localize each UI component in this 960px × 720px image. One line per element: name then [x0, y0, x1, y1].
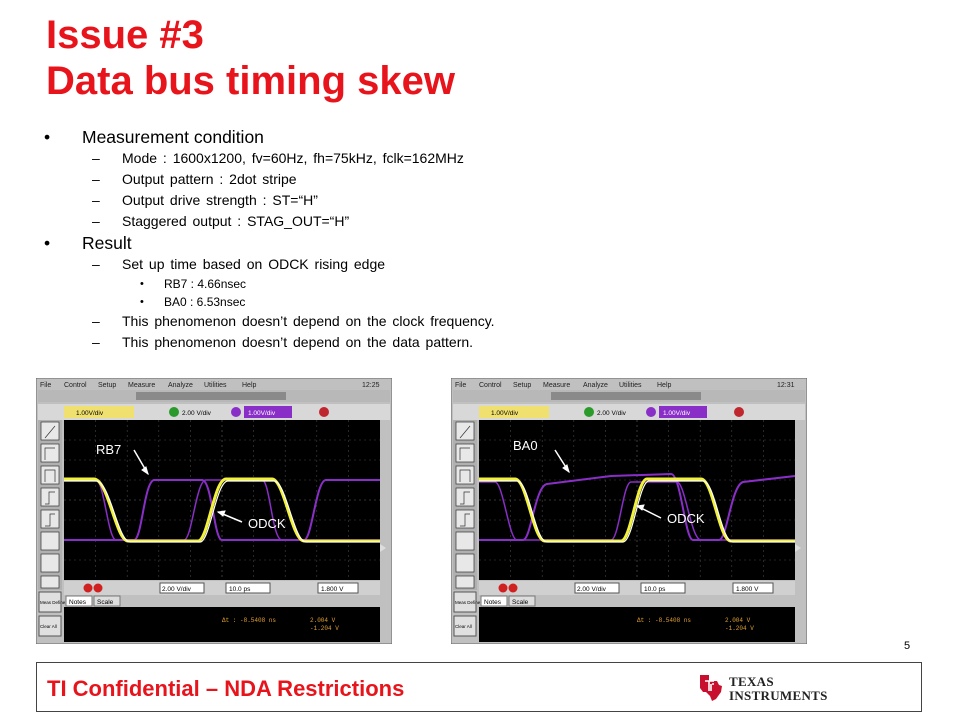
title-line-2: Data bus timing skew	[46, 59, 455, 103]
trigger-level-text: 1.800 V	[321, 586, 344, 593]
menu-file[interactable]: File	[455, 382, 467, 389]
menu-analyze[interactable]: Analyze	[583, 382, 608, 389]
ch2-scale-text: 2.00 V/div	[597, 410, 626, 417]
run-button[interactable]	[94, 584, 103, 593]
readout-v2: -1.204 V	[310, 625, 339, 632]
tab-notes-label: Notes	[69, 599, 86, 606]
readout-v1: 2.004 V	[725, 617, 751, 624]
menu-file[interactable]: File	[40, 382, 52, 389]
menu-measure[interactable]: Measure	[128, 382, 156, 389]
readout-delta-t: Δt : -8.5408 ns	[222, 617, 277, 624]
scope-clock: 12:31	[777, 382, 795, 389]
menu-utilities[interactable]: Utilities	[619, 382, 642, 389]
ti-logo-line-1: TEXAS	[729, 674, 774, 689]
bullet-list	[44, 126, 764, 353]
bullet-result: • Result	[44, 232, 764, 254]
clear-all-label: Clear All	[455, 624, 472, 629]
scope-bottom-bar	[64, 581, 380, 595]
meas-define-label: Meas Define	[455, 600, 481, 605]
condition-drive-strength: – Output drive strength : ST=“H”	[44, 190, 764, 211]
condition-mode: – Mode : 1600x1200, fv=60Hz, fh=75kHz, fclk=162MHz	[44, 148, 764, 169]
menu-measure[interactable]: Measure	[543, 382, 571, 389]
ch4-icon	[319, 407, 329, 417]
tab-scale-label: Scale	[512, 599, 529, 606]
stop-button[interactable]	[499, 584, 508, 593]
footer-banner	[36, 662, 922, 712]
ti-state-icon	[697, 672, 725, 702]
scope-bottom-bar	[479, 581, 795, 595]
menu-analyze[interactable]: Analyze	[168, 382, 193, 389]
readout-v2: -1.204 V	[725, 625, 754, 632]
texas-instruments-logo	[697, 672, 837, 704]
result-ba0-value: • BA0 : 6.53nsec	[44, 293, 764, 311]
scope-channel-bar	[453, 404, 805, 420]
menu-help[interactable]: Help	[242, 382, 257, 389]
readout-v1: 2.004 V	[310, 617, 336, 624]
condition-output-pattern: – Output pattern : 2dot stripe	[44, 169, 764, 190]
ch1-scale-text: 1.00V/div	[76, 410, 104, 417]
scope-clock: 12:25	[362, 382, 380, 389]
readout-delta-t: Δt : -8.5408 ns	[637, 617, 692, 624]
page-title	[46, 12, 455, 104]
ch3-scale-text: 1.00V/div	[663, 410, 691, 417]
menu-utilities[interactable]: Utilities	[204, 382, 227, 389]
ch3-scale-text: 1.00V/div	[248, 410, 276, 417]
result-note-frequency: – This phenomenon doesn’t depend on the clock frequency.	[44, 311, 764, 332]
trigger-level-text: 1.800 V	[736, 586, 759, 593]
signal-label-ba0: BA0	[513, 438, 538, 453]
page-number: 5	[904, 640, 911, 652]
result-note-pattern: – This phenomenon doesn’t depend on the data pattern.	[44, 332, 764, 353]
ch2-scale-text: 2.00 V/div	[182, 410, 211, 417]
scope-screenshot-ba0	[451, 378, 807, 644]
menu-control[interactable]: Control	[479, 382, 502, 389]
result-setup-time: – Set up time based on ODCK rising edge	[44, 254, 764, 275]
result-rb7-value: • RB7 : 4.66nsec	[44, 275, 764, 293]
confidential-notice: TI Confidential – NDA Restrictions	[47, 676, 405, 701]
tab-notes-label: Notes	[484, 599, 501, 606]
signal-label-rb7: RB7	[96, 442, 122, 457]
condition-staggered-output: – Staggered output : STAG_OUT=“H”	[44, 211, 764, 232]
ch1-scale-text: 1.00V/div	[491, 410, 519, 417]
scope-toolbar-run[interactable]	[136, 392, 286, 400]
stop-button[interactable]	[84, 584, 93, 593]
menu-control[interactable]: Control	[64, 382, 87, 389]
ti-logo-line-2: INSTRUMENTS	[729, 688, 828, 703]
ch2-icon	[169, 407, 179, 417]
ch2-icon	[584, 407, 594, 417]
clock-label-odck: ODCK	[667, 511, 705, 526]
menu-help[interactable]: Help	[657, 382, 672, 389]
side-tool-icons[interactable]	[456, 422, 474, 588]
ch4-icon	[734, 407, 744, 417]
title-line-1: Issue #3	[46, 13, 204, 57]
ch2-offset-text: 2.00 V/div	[162, 586, 191, 593]
scope-channel-bar	[38, 404, 390, 420]
ch3-icon	[646, 407, 656, 417]
ch3-icon	[231, 407, 241, 417]
menu-setup[interactable]: Setup	[98, 382, 117, 389]
clock-label-odck: ODCK	[248, 516, 286, 531]
scope-toolbar-run[interactable]	[551, 392, 701, 400]
scope-screenshot-rb7	[36, 378, 392, 644]
clear-all-label: Clear All	[40, 624, 57, 629]
meas-define-label: Meas Define	[40, 600, 66, 605]
run-button[interactable]	[509, 584, 518, 593]
ch2-offset-text: 2.00 V/div	[577, 586, 606, 593]
side-tool-icons[interactable]	[41, 422, 59, 588]
menu-setup[interactable]: Setup	[513, 382, 532, 389]
timebase-text: 10.0 ps	[644, 586, 666, 593]
tab-scale-label: Scale	[97, 599, 114, 606]
timebase-text: 10.0 ps	[229, 586, 251, 593]
bullet-measurement-condition: • Measurement condition	[44, 126, 764, 148]
